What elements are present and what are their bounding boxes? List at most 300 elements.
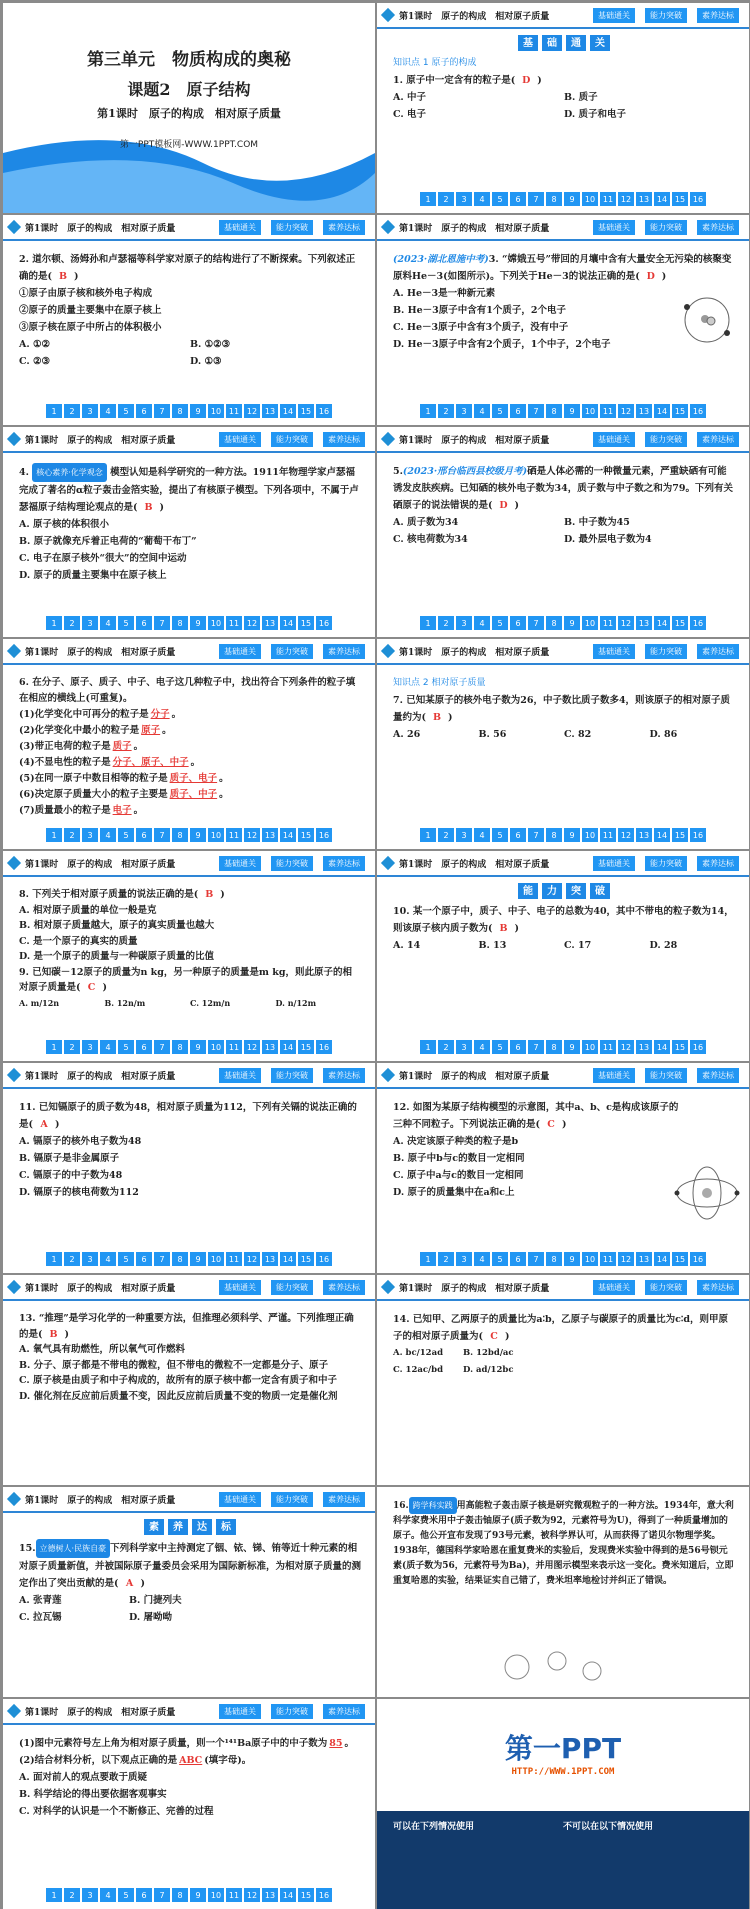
page-6-button[interactable]: 6 bbox=[136, 616, 152, 630]
slide-q14[interactable]: 第1课时 原子的构成 相对原子质量 基础通关 能力突破 素养达标 14. 已知甲、乙两原子的质量比为a∶b，乙原子与碳原子的质量比为c∶d，则甲原子的相对原子质量为( C ) A. bc/12ad B. 12bd/ac C. 12ac/bd D. ad/12bc bbox=[377, 1275, 749, 1485]
slide-q7[interactable] bbox=[377, 639, 749, 849]
page-10-button[interactable]: 10 bbox=[208, 1252, 224, 1266]
page-13-button[interactable]: 13 bbox=[636, 192, 652, 206]
page-2-button[interactable]: 2 bbox=[438, 404, 454, 418]
page-1-button[interactable]: 1 bbox=[46, 1252, 62, 1266]
page-12-button[interactable]: 12 bbox=[618, 828, 634, 842]
page-12-button[interactable]: 12 bbox=[618, 404, 634, 418]
page-3-button[interactable]: 3 bbox=[456, 1252, 472, 1266]
page-8-button[interactable]: 8 bbox=[546, 1040, 562, 1054]
page-9-button[interactable]: 9 bbox=[564, 404, 580, 418]
cover-slide[interactable] bbox=[3, 3, 375, 213]
page-2-button[interactable]: 2 bbox=[64, 1040, 80, 1054]
page-2-button[interactable]: 2 bbox=[438, 1040, 454, 1054]
question-text: (2023·湖北恩施中考)3. “嫦娥五号”带回的月壤中含有大量安全无污染的核聚变原料He－3(如图所示)。下列关于He－3的说法正确的是( D ) bbox=[393, 251, 735, 285]
page-4-button[interactable]: 4 bbox=[100, 1888, 116, 1902]
page-14-button[interactable]: 14 bbox=[654, 1252, 670, 1266]
page-nav[interactable] bbox=[377, 192, 749, 206]
page-14-button[interactable]: 14 bbox=[280, 404, 296, 418]
page-15-button[interactable]: 15 bbox=[672, 616, 688, 630]
slide-header bbox=[3, 1275, 375, 1301]
slide-q16[interactable]: 16. 跨学科实践 用高能粒子轰击原子核是研究微观粒子的一种方法。1934年，意大利科学家费米用中子轰击铀原子(质子数为92，元素符号为U)，得到了一种质量增加的原子。他公开宣布发现了93号元素，被科学界认可，从而获得了诺贝尔物理学奖。1938年，德国科学家哈恩在重复费米的实验后，发现费米实验中得到的是56号钡元素(质子数为56，元素符号为Ba)，并用图示模型来表示这一变化。费米知道后，立即重复哈恩的实验，结果证实自己错了，费米坦率地检讨并纠正了错误。 bbox=[377, 1487, 749, 1697]
tab-literacy[interactable]: 素养达标 bbox=[697, 1068, 739, 1083]
question-text: 5.(2023·邢台临西县校级月考)硒是人体必需的一种微量元素，严重缺硒有可能诱发皮肤疾病。已知硒的核外电子数为34，质子数与中子数之和为79。下列有关硒原子的说法错误的是( D ) bbox=[393, 463, 735, 514]
page-10-button[interactable]: 10 bbox=[582, 1252, 598, 1266]
page-5-button[interactable]: 5 bbox=[118, 404, 134, 418]
tab-literacy[interactable]: 素养达标 bbox=[323, 1704, 365, 1719]
page-3-button[interactable]: 3 bbox=[82, 1888, 98, 1902]
slide-q1[interactable] bbox=[377, 3, 749, 213]
page-7-button[interactable]: 7 bbox=[528, 404, 544, 418]
page-nav[interactable] bbox=[377, 828, 749, 842]
page-9-button[interactable]: 9 bbox=[190, 1040, 206, 1054]
page-7-button[interactable]: 7 bbox=[528, 1252, 544, 1266]
slide-q8-q9[interactable]: 第1课时 原子的构成 相对原子质量 基础通关 能力突破 素养达标 8. 下列关于相对原子质量的说法正确的是( B ) A. 相对原子质量的单位一般是克 B. 相对原子质量越大，原子的真实质量也越大 C. 是一个原子的真实的质量 D. 是一个原子的质量与一种碳原子质量的比值 9. 已知碳－12原子的质量为n kg，另一种原子的质量是m kg，则此原子的相对原子质量是( C ) A. m/12n B. 12n/m C. 12m/n D. n/12m 1 2 3 4 5 6 7 8 9 10 11 12 13 14 15 16 bbox=[3, 851, 375, 1061]
page-4-button[interactable]: 4 bbox=[474, 828, 490, 842]
diamond-icon bbox=[7, 644, 21, 658]
page-14-button[interactable]: 14 bbox=[654, 1040, 670, 1054]
page-3-button[interactable]: 3 bbox=[456, 1040, 472, 1054]
page-9-button[interactable]: 9 bbox=[190, 404, 206, 418]
page-6-button[interactable]: 6 bbox=[510, 192, 526, 206]
slide-header bbox=[3, 639, 375, 665]
page-6-button[interactable]: 6 bbox=[136, 1888, 152, 1902]
option: A. He－3是一种新元素 bbox=[393, 288, 496, 299]
page-16-button[interactable]: 16 bbox=[690, 192, 706, 206]
tab-ability[interactable]: 能力突破 bbox=[645, 432, 687, 447]
page-15-button[interactable]: 15 bbox=[672, 192, 688, 206]
page-5-button[interactable]: 5 bbox=[492, 192, 508, 206]
page-7-button[interactable]: 7 bbox=[154, 616, 170, 630]
tab-ability[interactable]: 能力突破 bbox=[271, 432, 313, 447]
slide-q11[interactable]: 第1课时 原子的构成 相对原子质量 基础通关 能力突破 素养达标 11. 已知镉原子的质子数为48，相对原子质量为112，下列有关镉的说法正确的是( A ) A. 镉原子的核外电子数为48 B. 镉原子是非金属原子 C. 镉原子的中子数为48 D. 镉原子的核电荷数为112 1 2 3 4 5 6 7 8 9 10 11 12 13 14 15 16 bbox=[3, 1063, 375, 1273]
tab-ability[interactable]: 能力突破 bbox=[271, 220, 313, 235]
page-12-button[interactable]: 12 bbox=[618, 616, 634, 630]
page-6-button[interactable]: 6 bbox=[136, 1252, 152, 1266]
page-12-button[interactable]: 12 bbox=[244, 616, 260, 630]
page-11-button[interactable]: 11 bbox=[600, 192, 616, 206]
tab-basic[interactable]: 基础通关 bbox=[593, 8, 635, 23]
page-4-button[interactable]: 4 bbox=[474, 1252, 490, 1266]
diamond-icon bbox=[381, 1068, 395, 1082]
page-16-button[interactable]: 16 bbox=[690, 616, 706, 630]
page-13-button[interactable]: 13 bbox=[636, 1252, 652, 1266]
page-12-button[interactable]: 12 bbox=[244, 828, 260, 842]
page-2-button[interactable]: 2 bbox=[64, 1252, 80, 1266]
page-1-button[interactable]: 1 bbox=[420, 1040, 436, 1054]
tab-ability[interactable]: 能力突破 bbox=[271, 856, 313, 871]
page-13-button[interactable]: 13 bbox=[636, 616, 652, 630]
page-3-button[interactable]: 3 bbox=[456, 828, 472, 842]
site-credit: 第一PPT模板网-WWW.1PPT.COM bbox=[119, 140, 259, 150]
page-12-button[interactable]: 12 bbox=[244, 1252, 260, 1266]
tab-literacy[interactable]: 素养达标 bbox=[697, 856, 739, 871]
tab-basic[interactable]: 基础通关 bbox=[219, 1280, 261, 1295]
page-7-button[interactable]: 7 bbox=[154, 1040, 170, 1054]
page-16-button[interactable]: 16 bbox=[316, 828, 332, 842]
page-nav[interactable] bbox=[3, 616, 375, 630]
page-16-button[interactable]: 16 bbox=[316, 616, 332, 630]
page-14-button[interactable]: 14 bbox=[654, 828, 670, 842]
page-13-button[interactable]: 13 bbox=[636, 1040, 652, 1054]
page-10-button[interactable]: 10 bbox=[582, 192, 598, 206]
page-1-button[interactable]: 1 bbox=[420, 1252, 436, 1266]
page-2-button[interactable]: 2 bbox=[438, 616, 454, 630]
tab-basic[interactable]: 基础通关 bbox=[593, 856, 635, 871]
slide-q4[interactable]: 第1课时 原子的构成 相对原子质量 基础通关 能力突破 素养达标 4. 核心素养·化学观念 模型认知是科学研究的一种方法。1911年物理学家卢瑟福完成了著名的α粒子轰击金箔实验，提出了有核原子模型。下列各项中，不属于卢瑟福原子结构理论观点的是( B ) A. 原子核的体积很小 B. 原子就像充斥着正电荷的“葡萄干布丁” C. 电子在原子核外“很大”的空间中运动 D. 原子的质量主要集中在原子核上 1 2 3 4 5 6 7 8 9 10 11 12 13 14 15 16 bbox=[3, 427, 375, 637]
tab-basic[interactable]: 基础通关 bbox=[219, 644, 261, 659]
page-4-button[interactable]: 4 bbox=[474, 1040, 490, 1054]
slide-q3[interactable] bbox=[377, 215, 749, 425]
slide-header bbox=[377, 851, 749, 877]
page-5-button[interactable]: 5 bbox=[118, 1252, 134, 1266]
page-10-button[interactable]: 10 bbox=[582, 404, 598, 418]
header-title: 第1课时 原子的构成 相对原子质量 bbox=[25, 1071, 176, 1082]
page-15-button[interactable]: 15 bbox=[672, 1252, 688, 1266]
slide-q5[interactable] bbox=[377, 427, 749, 637]
page-1-button[interactable]: 1 bbox=[420, 404, 436, 418]
page-7-button[interactable]: 7 bbox=[528, 616, 544, 630]
tab-literacy[interactable]: 素养达标 bbox=[697, 1280, 739, 1295]
page-13-button[interactable]: 13 bbox=[262, 616, 278, 630]
page-nav[interactable] bbox=[377, 616, 749, 630]
page-15-button[interactable]: 15 bbox=[672, 404, 688, 418]
page-15-button[interactable]: 15 bbox=[298, 828, 314, 842]
page-2-button[interactable]: 2 bbox=[438, 828, 454, 842]
page-nav[interactable] bbox=[3, 1888, 375, 1902]
page-13-button[interactable]: 13 bbox=[636, 828, 652, 842]
page-8-button[interactable]: 8 bbox=[546, 404, 562, 418]
page-3-button[interactable]: 3 bbox=[456, 192, 472, 206]
tab-ability[interactable]: 能力突破 bbox=[271, 1280, 313, 1295]
unit-title: 第三单元 物质构成的奥秘 bbox=[87, 50, 291, 70]
page-6-button[interactable]: 6 bbox=[510, 404, 526, 418]
page-nav[interactable] bbox=[377, 404, 749, 418]
tab-basic[interactable]: 基础通关 bbox=[219, 1492, 261, 1507]
page-4-button[interactable]: 4 bbox=[100, 1252, 116, 1266]
tab-basic[interactable]: 基础通关 bbox=[593, 644, 635, 659]
page-4-button[interactable]: 4 bbox=[100, 1040, 116, 1054]
tab-ability[interactable]: 能力突破 bbox=[271, 1492, 313, 1507]
brand-logo: 第一PPT bbox=[504, 1732, 622, 1765]
page-9-button[interactable]: 9 bbox=[564, 1040, 580, 1054]
page-6-button[interactable]: 6 bbox=[510, 1040, 526, 1054]
page-2-button[interactable]: 2 bbox=[64, 1888, 80, 1902]
page-8-button[interactable]: 8 bbox=[172, 1040, 188, 1054]
page-5-button[interactable]: 5 bbox=[118, 828, 134, 842]
page-2-button[interactable]: 2 bbox=[64, 404, 80, 418]
page-1-button[interactable]: 1 bbox=[46, 828, 62, 842]
page-5-button[interactable]: 5 bbox=[492, 828, 508, 842]
page-10-button[interactable]: 10 bbox=[208, 1888, 224, 1902]
page-12-button[interactable]: 12 bbox=[618, 192, 634, 206]
page-14-button[interactable]: 14 bbox=[654, 616, 670, 630]
tab-literacy[interactable]: 素养达标 bbox=[697, 644, 739, 659]
tab-basic[interactable]: 基础通关 bbox=[219, 1068, 261, 1083]
page-16-button[interactable]: 16 bbox=[316, 404, 332, 418]
page-4-button[interactable]: 4 bbox=[474, 192, 490, 206]
page-12-button[interactable]: 12 bbox=[244, 1888, 260, 1902]
page-11-button[interactable]: 11 bbox=[600, 1040, 616, 1054]
page-14-button[interactable]: 14 bbox=[654, 404, 670, 418]
page-12-button[interactable]: 12 bbox=[244, 404, 260, 418]
page-12-button[interactable]: 12 bbox=[618, 1040, 634, 1054]
tab-literacy[interactable]: 素养达标 bbox=[323, 1492, 365, 1507]
page-5-button[interactable]: 5 bbox=[492, 404, 508, 418]
header-title: 第1课时 原子的构成 相对原子质量 bbox=[399, 859, 550, 870]
page-5-button[interactable]: 5 bbox=[118, 1040, 134, 1054]
page-12-button[interactable]: 12 bbox=[618, 1252, 634, 1266]
page-5-button[interactable]: 5 bbox=[492, 1040, 508, 1054]
page-nav[interactable] bbox=[377, 1040, 749, 1054]
page-6-button[interactable]: 6 bbox=[510, 616, 526, 630]
header-title: 第1课时 原子的构成 相对原子质量 bbox=[25, 647, 176, 658]
page-7-button[interactable]: 7 bbox=[528, 192, 544, 206]
header-title: 第1课时 原子的构成 相对原子质量 bbox=[25, 1283, 176, 1294]
page-6-button[interactable]: 6 bbox=[136, 404, 152, 418]
slide-q2[interactable] bbox=[3, 215, 375, 425]
page-1-button[interactable]: 1 bbox=[420, 192, 436, 206]
tab-literacy[interactable]: 素养达标 bbox=[323, 1068, 365, 1083]
tab-basic[interactable]: 基础通关 bbox=[219, 1704, 261, 1719]
page-8-button[interactable]: 8 bbox=[546, 192, 562, 206]
tab-ability[interactable]: 能力突破 bbox=[645, 644, 687, 659]
slide-q13[interactable]: 第1课时 原子的构成 相对原子质量 基础通关 能力突破 素养达标 13. “推理”是学习化学的一种重要方法，但推理必须科学、严谨。下列推理正确的是( B ) A. 氧气具有助燃性，所以氧气可作燃料 B. 分子、原子都是不带电的微粒，但不带电的微粒不一定都是分子、原子 C. 原子核是由质子和中子构成的，故所有的原子核中都一定含有质子和中子 D. 催化剂在反应前后质量不变，因此反应前后质量不变的物质一定是催化剂 bbox=[3, 1275, 375, 1485]
page-11-button[interactable]: 11 bbox=[226, 828, 242, 842]
page-16-button[interactable]: 16 bbox=[690, 1040, 706, 1054]
page-15-button[interactable]: 15 bbox=[672, 828, 688, 842]
page-15-button[interactable]: 15 bbox=[298, 616, 314, 630]
literacy-tag: 核心素养·化学观念 bbox=[32, 463, 107, 482]
page-16-button[interactable]: 16 bbox=[690, 828, 706, 842]
page-1-button[interactable]: 1 bbox=[46, 1888, 62, 1902]
page-16-button[interactable]: 16 bbox=[690, 404, 706, 418]
tab-basic[interactable]: 基础通关 bbox=[593, 220, 635, 235]
page-14-button[interactable]: 14 bbox=[280, 1040, 296, 1054]
diamond-icon bbox=[7, 432, 21, 446]
slide-q6[interactable]: 第1课时 原子的构成 相对原子质量 基础通关 能力突破 素养达标 6. 在分子、原子、质子、中子、电子这几种粒子中，找出符合下列条件的粒子填在相应的横线上(可重复)。 (1)化学变化中可再分的粒子是 分子 。 (2)化学变化中最小的粒子是 原子 。 (3)带正电荷的粒子是 质子 。 (4)不显电性的粒子是 分子、原子、中子 。 (5)在同一原子中数目相等的粒子是 质子、电子 。 (6)决定原子质量大小的粒子主要是 质子、中子 。 (7)质量最小的粒子是 电子 。 1 2 3 4 5 6 7 8 9 10 11 12 13 14 15 16 bbox=[3, 639, 375, 849]
page-3-button[interactable]: 3 bbox=[456, 404, 472, 418]
section-banner: 素 养 达 标 bbox=[19, 1519, 361, 1535]
page-6-button[interactable]: 6 bbox=[510, 1252, 526, 1266]
page-9-button[interactable]: 9 bbox=[564, 828, 580, 842]
fission-diagram bbox=[497, 1647, 617, 1687]
page-nav[interactable] bbox=[3, 1252, 375, 1266]
page-4-button[interactable]: 4 bbox=[100, 404, 116, 418]
page-10-button[interactable]: 10 bbox=[582, 616, 598, 630]
tab-literacy[interactable]: 素养达标 bbox=[323, 432, 365, 447]
page-14-button[interactable]: 14 bbox=[280, 616, 296, 630]
page-3-button[interactable]: 3 bbox=[82, 828, 98, 842]
tab-ability[interactable]: 能力突破 bbox=[271, 644, 313, 659]
answer: B bbox=[144, 502, 153, 513]
tab-literacy[interactable]: 素养达标 bbox=[323, 644, 365, 659]
page-9-button[interactable]: 9 bbox=[564, 192, 580, 206]
page-16-button[interactable]: 16 bbox=[690, 1252, 706, 1266]
page-9-button[interactable]: 9 bbox=[564, 616, 580, 630]
page-7-button[interactable]: 7 bbox=[154, 1888, 170, 1902]
page-15-button[interactable]: 15 bbox=[672, 1040, 688, 1054]
page-4-button[interactable]: 4 bbox=[474, 616, 490, 630]
page-8-button[interactable]: 8 bbox=[546, 616, 562, 630]
page-1-button[interactable]: 1 bbox=[46, 616, 62, 630]
page-10-button[interactable]: 10 bbox=[582, 828, 598, 842]
tab-basic[interactable]: 基础通关 bbox=[593, 432, 635, 447]
page-6-button[interactable]: 6 bbox=[136, 828, 152, 842]
page-7-button[interactable]: 7 bbox=[528, 1040, 544, 1054]
slide-end[interactable] bbox=[377, 1699, 749, 1909]
page-1-button[interactable]: 1 bbox=[420, 828, 436, 842]
page-3-button[interactable]: 3 bbox=[82, 1252, 98, 1266]
tab-ability[interactable]: 能力突破 bbox=[645, 856, 687, 871]
slide-q10[interactable]: 第1课时 原子的构成 相对原子质量 基础通关 能力突破 素养达标 能 力 突 破 10. 某一个原子中，质子、中子、电子的总数为40，其中不带电的粒子数为14，则该原子核内质子数为( B ) A. 14 B. 13 C. 17 D. 28 1 2 3 4 5 6 7 8 9 10 11 12 13 14 15 16 bbox=[377, 851, 749, 1061]
page-13-button[interactable]: 13 bbox=[262, 828, 278, 842]
tab-ability[interactable]: 能力突破 bbox=[645, 8, 687, 23]
page-10-button[interactable]: 10 bbox=[208, 828, 224, 842]
diamond-icon bbox=[381, 220, 395, 234]
diamond-icon bbox=[381, 1280, 395, 1294]
diamond-icon bbox=[7, 1068, 21, 1082]
page-10-button[interactable]: 10 bbox=[208, 616, 224, 630]
page-11-button[interactable]: 11 bbox=[226, 404, 242, 418]
section-banner: 能 力 突 破 bbox=[393, 883, 735, 899]
tab-literacy[interactable]: 素养达标 bbox=[697, 220, 739, 235]
page-11-button[interactable]: 11 bbox=[226, 1252, 242, 1266]
page-9-button[interactable]: 9 bbox=[190, 828, 206, 842]
tab-ability[interactable]: 能力突破 bbox=[271, 1704, 313, 1719]
page-6-button[interactable]: 6 bbox=[136, 1040, 152, 1054]
page-9-button[interactable]: 9 bbox=[564, 1252, 580, 1266]
statement: ②原子的质量主要集中在原子核上 bbox=[19, 305, 162, 316]
page-16-button[interactable]: 16 bbox=[316, 1888, 332, 1902]
page-7-button[interactable]: 7 bbox=[154, 1252, 170, 1266]
slide-q16-cont[interactable]: 第1课时 原子的构成 相对原子质量 基础通关 能力突破 素养达标 (1)图中元素符号左上角为相对原子质量，则一个¹⁴¹Ba原子中的中子数为 85 。 (2)结合材料分析，以下观点正确的是 ABC (填字母)。 A. 面对前人的观点要敢于质疑 B. 科学结论的得出要依据客观事实 C. 对科学的认识是一个不断修正、完善的过程 1 2 3 4 5 6 7 8 9 10 11 12 13 14 15 16 bbox=[3, 1699, 375, 1909]
tab-ability[interactable]: 能力突破 bbox=[645, 1280, 687, 1295]
tab-literacy[interactable]: 素养达标 bbox=[323, 1280, 365, 1295]
page-11-button[interactable]: 11 bbox=[600, 616, 616, 630]
tab-literacy[interactable]: 素养达标 bbox=[697, 8, 739, 23]
page-7-button[interactable]: 7 bbox=[154, 404, 170, 418]
header-title: 第1课时 原子的构成 相对原子质量 bbox=[25, 223, 176, 234]
page-5-button[interactable]: 5 bbox=[118, 616, 134, 630]
page-3-button[interactable]: 3 bbox=[82, 616, 98, 630]
page-nav[interactable] bbox=[3, 1040, 375, 1054]
page-9-button[interactable]: 9 bbox=[190, 1888, 206, 1902]
page-15-button[interactable]: 15 bbox=[298, 1888, 314, 1902]
page-11-button[interactable]: 11 bbox=[226, 616, 242, 630]
page-3-button[interactable]: 3 bbox=[456, 616, 472, 630]
page-2-button[interactable]: 2 bbox=[64, 616, 80, 630]
page-5-button[interactable]: 5 bbox=[492, 1252, 508, 1266]
page-nav[interactable] bbox=[377, 1252, 749, 1266]
page-8-button[interactable]: 8 bbox=[172, 828, 188, 842]
page-3-button[interactable]: 3 bbox=[82, 404, 98, 418]
page-14-button[interactable]: 14 bbox=[280, 828, 296, 842]
diamond-icon bbox=[381, 8, 395, 22]
page-4-button[interactable]: 4 bbox=[100, 828, 116, 842]
page-10-button[interactable]: 10 bbox=[582, 1040, 598, 1054]
tab-basic[interactable]: 基础通关 bbox=[593, 1280, 635, 1295]
header-title: 第1课时 原子的构成 相对原子质量 bbox=[399, 1283, 550, 1294]
tab-ability[interactable]: 能力突破 bbox=[271, 1068, 313, 1083]
page-8-button[interactable]: 8 bbox=[172, 1252, 188, 1266]
page-15-button[interactable]: 15 bbox=[298, 1252, 314, 1266]
tab-ability[interactable]: 能力突破 bbox=[645, 220, 687, 235]
page-4-button[interactable]: 4 bbox=[100, 616, 116, 630]
tab-basic[interactable]: 基础通关 bbox=[593, 1068, 635, 1083]
page-1-button[interactable]: 1 bbox=[46, 404, 62, 418]
page-4-button[interactable]: 4 bbox=[474, 404, 490, 418]
page-13-button[interactable]: 13 bbox=[262, 1040, 278, 1054]
header-title: 第1课时 原子的构成 相对原子质量 bbox=[399, 223, 550, 234]
page-11-button[interactable]: 11 bbox=[600, 828, 616, 842]
page-7-button[interactable]: 7 bbox=[154, 828, 170, 842]
page-2-button[interactable]: 2 bbox=[438, 192, 454, 206]
answer: D bbox=[522, 75, 531, 86]
page-15-button[interactable]: 15 bbox=[298, 1040, 314, 1054]
page-13-button[interactable]: 13 bbox=[262, 404, 278, 418]
page-7-button[interactable]: 7 bbox=[528, 828, 544, 842]
page-6-button[interactable]: 6 bbox=[510, 828, 526, 842]
page-8-button[interactable]: 8 bbox=[546, 828, 562, 842]
page-13-button[interactable]: 13 bbox=[636, 404, 652, 418]
page-10-button[interactable]: 10 bbox=[208, 1040, 224, 1054]
page-11-button[interactable]: 11 bbox=[600, 1252, 616, 1266]
page-14-button[interactable]: 14 bbox=[654, 192, 670, 206]
tab-literacy[interactable]: 素养达标 bbox=[697, 432, 739, 447]
page-5-button[interactable]: 5 bbox=[492, 616, 508, 630]
page-14-button[interactable]: 14 bbox=[280, 1888, 296, 1902]
page-8-button[interactable]: 8 bbox=[172, 404, 188, 418]
page-11-button[interactable]: 11 bbox=[226, 1888, 242, 1902]
page-11-button[interactable]: 11 bbox=[226, 1040, 242, 1054]
page-5-button[interactable]: 5 bbox=[118, 1888, 134, 1902]
page-nav[interactable] bbox=[3, 828, 375, 842]
usage-forbidden: 不可以在以下情况使用 bbox=[563, 1822, 654, 1832]
page-11-button[interactable]: 11 bbox=[600, 404, 616, 418]
slide-q12[interactable]: 第1课时 原子的构成 相对原子质量 基础通关 能力突破 素养达标 12. 如图为某原子结构模型的示意图，其中a、b、c是构成该原子的三种不同粒子。下列说法正确的是( C ) A. 决定该原子种类的粒子是b B. 原子中b与c的数目一定相同 C. 原子中a与c的数目一定相同 D. 原子的质量集中在a和c上 1 2 3 4 5 6 7 8 9 10 11 12 13 14 15 16 bbox=[377, 1063, 749, 1273]
page-1-button[interactable]: 1 bbox=[420, 616, 436, 630]
page-13-button[interactable]: 13 bbox=[262, 1252, 278, 1266]
page-2-button[interactable]: 2 bbox=[438, 1252, 454, 1266]
tab-literacy[interactable]: 素养达标 bbox=[323, 856, 365, 871]
tab-literacy[interactable]: 素养达标 bbox=[323, 220, 365, 235]
tab-basic[interactable]: 基础通关 bbox=[219, 856, 261, 871]
page-9-button[interactable]: 9 bbox=[190, 616, 206, 630]
page-2-button[interactable]: 2 bbox=[64, 828, 80, 842]
tab-basic[interactable]: 基础通关 bbox=[219, 432, 261, 447]
slide-q15[interactable]: 第1课时 原子的构成 相对原子质量 基础通关 能力突破 素养达标 素 养 达 标 15. 立德树人·民族自豪 下列科学家中主持测定了铟、铱、锑、铕等近十种元素的相对原子质量新值，并被国际原子量委员会采用为国际新标准，为相对原子质量的测定作出了突出贡献的是( A ) A. 张青莲 B. 门捷列夫 C. 拉瓦锡 D. 屠呦呦 bbox=[3, 1487, 375, 1697]
tab-basic[interactable]: 基础通关 bbox=[219, 220, 261, 235]
page-12-button[interactable]: 12 bbox=[244, 1040, 260, 1054]
page-13-button[interactable]: 13 bbox=[262, 1888, 278, 1902]
page-8-button[interactable]: 8 bbox=[172, 1888, 188, 1902]
tab-ability[interactable]: 能力突破 bbox=[645, 1068, 687, 1083]
page-1-button[interactable]: 1 bbox=[46, 1040, 62, 1054]
page-9-button[interactable]: 9 bbox=[190, 1252, 206, 1266]
page-15-button[interactable]: 15 bbox=[298, 404, 314, 418]
page-10-button[interactable]: 10 bbox=[208, 404, 224, 418]
page-3-button[interactable]: 3 bbox=[82, 1040, 98, 1054]
page-8-button[interactable]: 8 bbox=[172, 616, 188, 630]
page-16-button[interactable]: 16 bbox=[316, 1252, 332, 1266]
page-8-button[interactable]: 8 bbox=[546, 1252, 562, 1266]
page-14-button[interactable]: 14 bbox=[280, 1252, 296, 1266]
page-16-button[interactable]: 16 bbox=[316, 1040, 332, 1054]
header-title: 第1课时 原子的构成 相对原子质量 bbox=[399, 647, 550, 658]
page-nav[interactable] bbox=[3, 404, 375, 418]
brand-url[interactable]: HTTP://WWW.1PPT.COM bbox=[511, 1767, 615, 1777]
